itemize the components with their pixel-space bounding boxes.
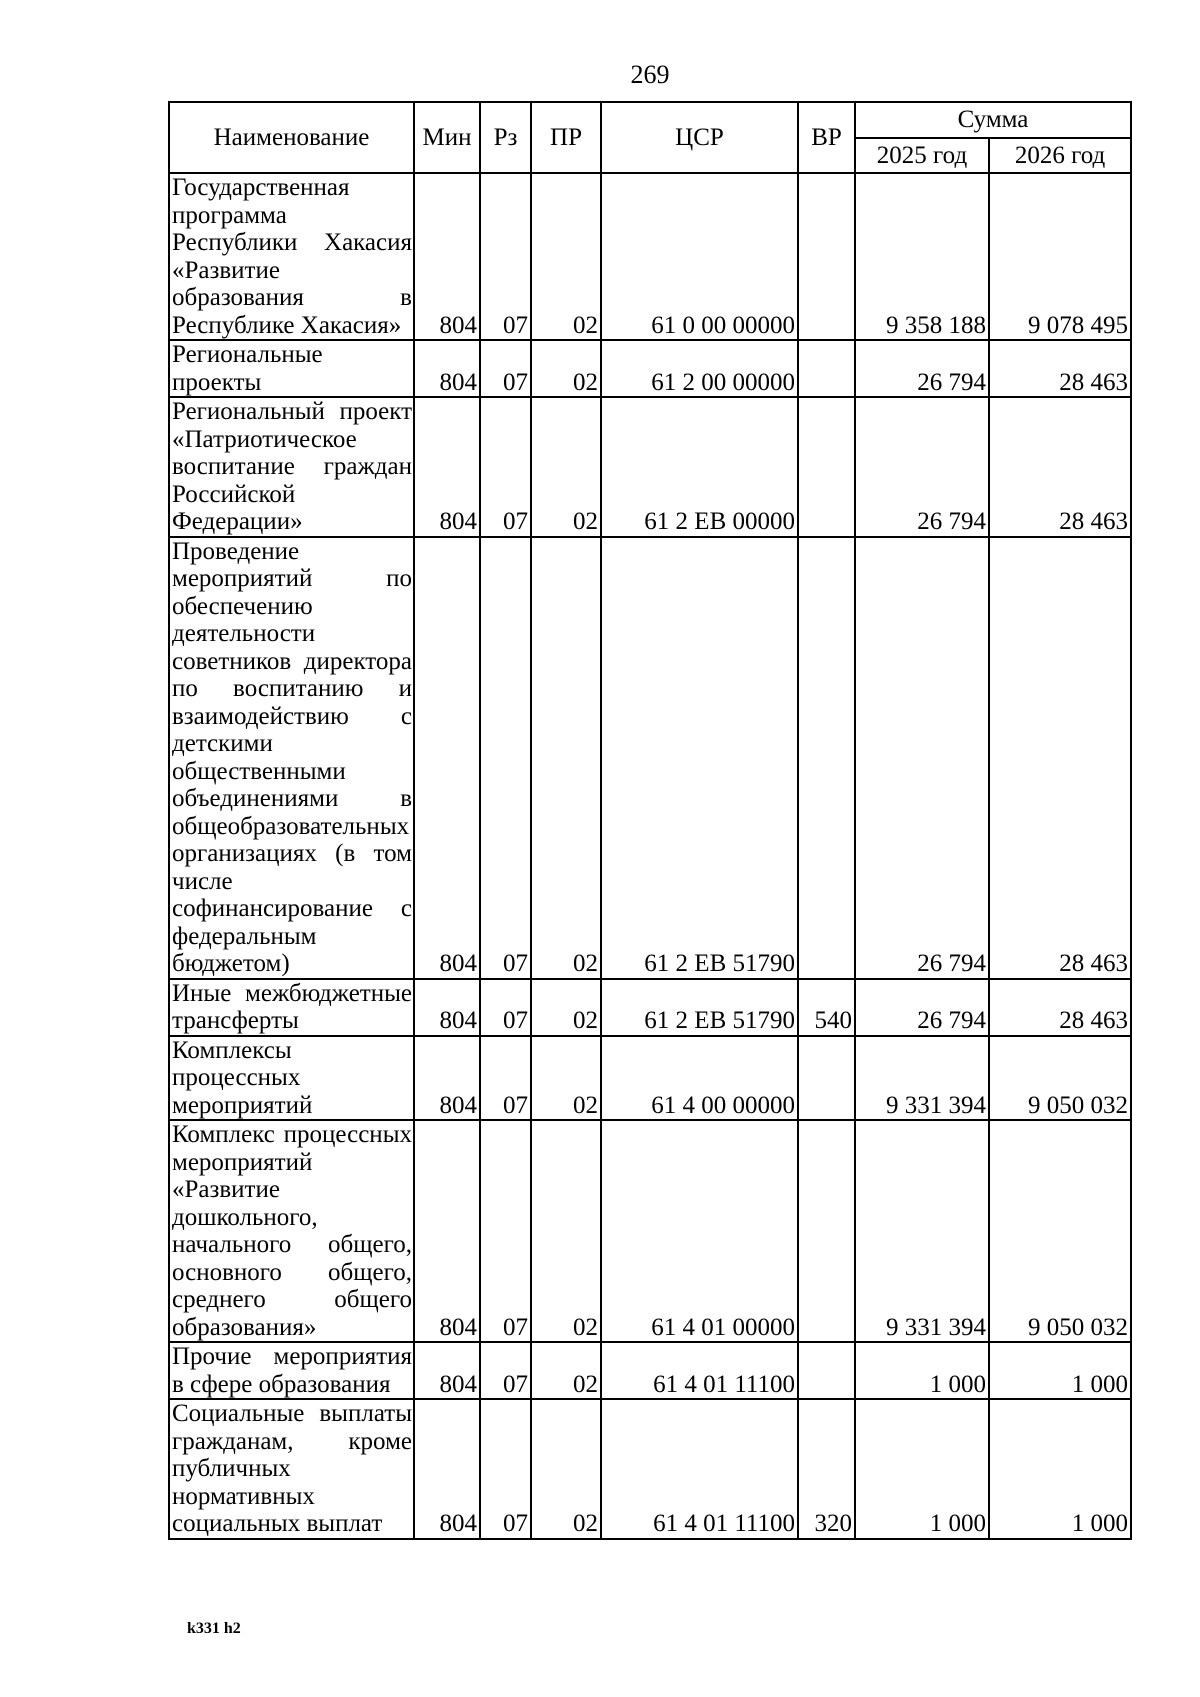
row-pr: 02 [531, 1120, 601, 1342]
row-vr [798, 537, 855, 979]
row-csr: 61 2 ЕВ 00000 [601, 397, 798, 537]
row-vr [798, 1342, 855, 1399]
row-csr: 61 2 ЕВ 51790 [601, 537, 798, 979]
row-sum-2025: 1 000 [855, 1342, 989, 1399]
row-sum-2026: 9 050 032 [989, 1120, 1131, 1342]
row-rz: 07 [480, 1399, 531, 1539]
row-name: Комплекс процессных мероприятий «Развитие дошкольного, начального общего, основного общего, среднего общего образования» [169, 1120, 414, 1342]
budget-table [168, 101, 1132, 1540]
row-sum-2026: 9 078 495 [989, 173, 1131, 340]
row-min: 804 [414, 979, 480, 1036]
row-name: Региональный проект «Патриотическое воспитание граждан Российской Федерации» [169, 397, 414, 537]
row-csr: 61 4 01 11100 [601, 1342, 798, 1399]
row-sum-2025: 26 794 [855, 537, 989, 979]
row-name: Иные межбюджетные трансферты [169, 979, 414, 1036]
row-pr: 02 [531, 1399, 601, 1539]
row-sum-2025: 26 794 [855, 979, 989, 1036]
row-min: 804 [414, 173, 480, 340]
row-pr: 02 [531, 1036, 601, 1121]
row-vr [798, 173, 855, 340]
table-row [169, 537, 1131, 979]
row-name: Государственная программа Республики Хакасия «Развитие образования в Республике Хакасия» [169, 173, 414, 340]
table-row [169, 1342, 1131, 1399]
row-csr: 61 4 01 00000 [601, 1120, 798, 1342]
header-2025: 2025 год [855, 138, 989, 173]
row-sum-2026: 28 463 [989, 537, 1131, 979]
row-min: 804 [414, 340, 480, 397]
row-sum-2026: 28 463 [989, 340, 1131, 397]
row-vr [798, 340, 855, 397]
row-pr: 02 [531, 979, 601, 1036]
row-rz: 07 [480, 340, 531, 397]
header-vr: ВР [798, 102, 855, 173]
row-rz: 07 [480, 173, 531, 340]
header-rz: Рз [480, 102, 531, 173]
row-sum-2026: 28 463 [989, 397, 1131, 537]
row-sum-2025: 9 331 394 [855, 1036, 989, 1121]
row-sum-2026: 1 000 [989, 1342, 1131, 1399]
row-csr: 61 4 00 00000 [601, 1036, 798, 1121]
table-row [169, 340, 1131, 397]
row-pr: 02 [531, 340, 601, 397]
row-pr: 02 [531, 537, 601, 979]
row-pr: 02 [531, 1342, 601, 1399]
row-min: 804 [414, 1036, 480, 1121]
header-sum: Сумма [855, 102, 1131, 138]
header-2026: 2026 год [989, 138, 1131, 173]
row-vr: 540 [798, 979, 855, 1036]
page-number: 269 [630, 60, 670, 89]
row-vr [798, 1120, 855, 1342]
row-sum-2026: 28 463 [989, 979, 1131, 1036]
row-csr: 61 0 00 00000 [601, 173, 798, 340]
table-row [169, 979, 1131, 1036]
row-pr: 02 [531, 397, 601, 537]
row-sum-2025: 1 000 [855, 1399, 989, 1539]
row-name: Социальные выплаты гражданам, кроме публичных нормативных социальных выплат [169, 1399, 414, 1539]
table-row [169, 1036, 1131, 1121]
row-pr: 02 [531, 173, 601, 340]
row-name: Проведение мероприятий по обеспечению деятельности советников директора по воспитанию и взаимодействию с детскими общественными объединениями в общеобразовательных организациях (в том числе софинансирование с федеральным бюджетом) [169, 537, 414, 979]
row-name: Региональные проекты [169, 340, 414, 397]
table-row [169, 397, 1131, 537]
row-csr: 61 4 01 11100 [601, 1399, 798, 1539]
row-rz: 07 [480, 1342, 531, 1399]
row-vr: 320 [798, 1399, 855, 1539]
row-sum-2025: 9 358 188 [855, 173, 989, 340]
footer-code: k331 h2 [187, 1620, 241, 1637]
table-row [169, 1399, 1131, 1539]
row-min: 804 [414, 537, 480, 979]
header-min: Мин [414, 102, 480, 173]
row-vr [798, 397, 855, 537]
header-name: Наименование [169, 102, 414, 173]
row-sum-2026: 9 050 032 [989, 1036, 1131, 1121]
row-sum-2026: 1 000 [989, 1399, 1131, 1539]
header-row [169, 102, 1131, 138]
row-rz: 07 [480, 537, 531, 979]
header-csr: ЦСР [601, 102, 798, 173]
row-sum-2025: 26 794 [855, 397, 989, 537]
row-csr: 61 2 ЕВ 51790 [601, 979, 798, 1036]
row-name: Комплексы процессных мероприятий [169, 1036, 414, 1121]
table-row [169, 173, 1131, 340]
row-csr: 61 2 00 00000 [601, 340, 798, 397]
row-min: 804 [414, 1120, 480, 1342]
row-rz: 07 [480, 1120, 531, 1342]
header-pr: ПР [531, 102, 601, 173]
row-min: 804 [414, 1399, 480, 1539]
row-min: 804 [414, 397, 480, 537]
row-sum-2025: 26 794 [855, 340, 989, 397]
row-rz: 07 [480, 397, 531, 537]
row-sum-2025: 9 331 394 [855, 1120, 989, 1342]
row-name: Прочие мероприятия в сфере образования [169, 1342, 414, 1399]
row-rz: 07 [480, 979, 531, 1036]
table-row [169, 1120, 1131, 1342]
row-vr [798, 1036, 855, 1121]
row-min: 804 [414, 1342, 480, 1399]
row-rz: 07 [480, 1036, 531, 1121]
